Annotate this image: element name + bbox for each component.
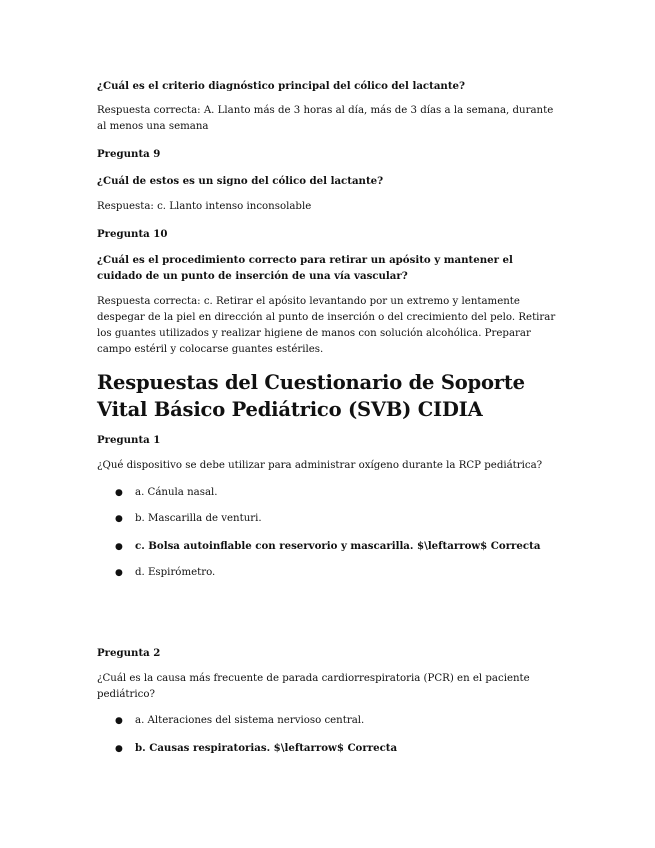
answer-text: Respuesta correcta: A. Llanto más de 3 horas al día, más de 3 días a la semana, durante al menos una semana: [97, 105, 554, 132]
question-heading-1: Pregunta 1: [97, 434, 161, 446]
list-item-option-c-correct: [115, 538, 555, 555]
question-text-1: ¿Qué dispositivo se debe utilizar para administrar oxígeno durante la RCP pediátrica?: [97, 460, 543, 471]
option-label: a. Cánula nasal.: [135, 487, 218, 498]
question-heading-2: Pregunta 2: [97, 647, 161, 659]
question-text-10: ¿Cuál es el procedimiento correcto para retirar un apósito y mantener el cuidado de un punto de inserción de una vía vascular?: [97, 254, 513, 282]
option-label: d. Espirómetro.: [135, 567, 216, 578]
section-title: Respuestas del Cuestionario de Soporte Vital Básico Pediátrico (SVB) CIDIA: [97, 371, 525, 421]
option-label: a. Alteraciones del sistema nervioso central.: [135, 715, 365, 726]
question-heading-10: Pregunta 10: [97, 228, 168, 240]
list-item-option-b-correct: [115, 740, 555, 757]
bullet-icon: ●: [115, 488, 123, 498]
bullet-icon: ●: [115, 744, 123, 754]
question-heading-9: Pregunta 9: [97, 148, 161, 160]
bullet-icon: ●: [115, 568, 123, 578]
list-item-option-a: [115, 713, 555, 729]
option-label: c. Bolsa autoinflable con reservorio y mascarilla. $\leftarrow$ Correcta: [135, 540, 541, 552]
question-text-9: ¿Cuál de estos es un signo del cólico del lactante?: [97, 175, 384, 187]
bullet-icon: ●: [115, 716, 123, 726]
question-text: ¿Cuál es el criterio diagnóstico principal del cólico del lactante?: [97, 80, 465, 92]
answer-text-10: Respuesta correcta: c. Retirar el apósito levantando por un extremo y lentamente despegar de la piel en dirección al punto de inserción o del crecimiento del pelo. Retirar los guantes utilizados y realizar higiene de manos con solución alcohólica. Preparar campo estéril y colocarse guantes estériles.: [97, 296, 556, 355]
bullet-icon: ●: [115, 542, 123, 552]
question-text-2: ¿Cuál es la causa más frecuente de parada cardiorrespiratoria (PCR) en el paciente pediátrico?: [97, 673, 530, 700]
bullet-icon: ●: [115, 514, 123, 524]
option-label: b. Causas respiratorias. $\leftarrow$ Correcta: [135, 742, 398, 754]
list-item-option-d: [115, 565, 555, 581]
option-label: b. Mascarilla de venturi.: [135, 513, 262, 524]
answer-text-9: Respuesta: c. Llanto intenso inconsolable: [97, 201, 312, 212]
list-item-option-b: [115, 511, 555, 527]
list-item-option-a: [115, 485, 555, 501]
